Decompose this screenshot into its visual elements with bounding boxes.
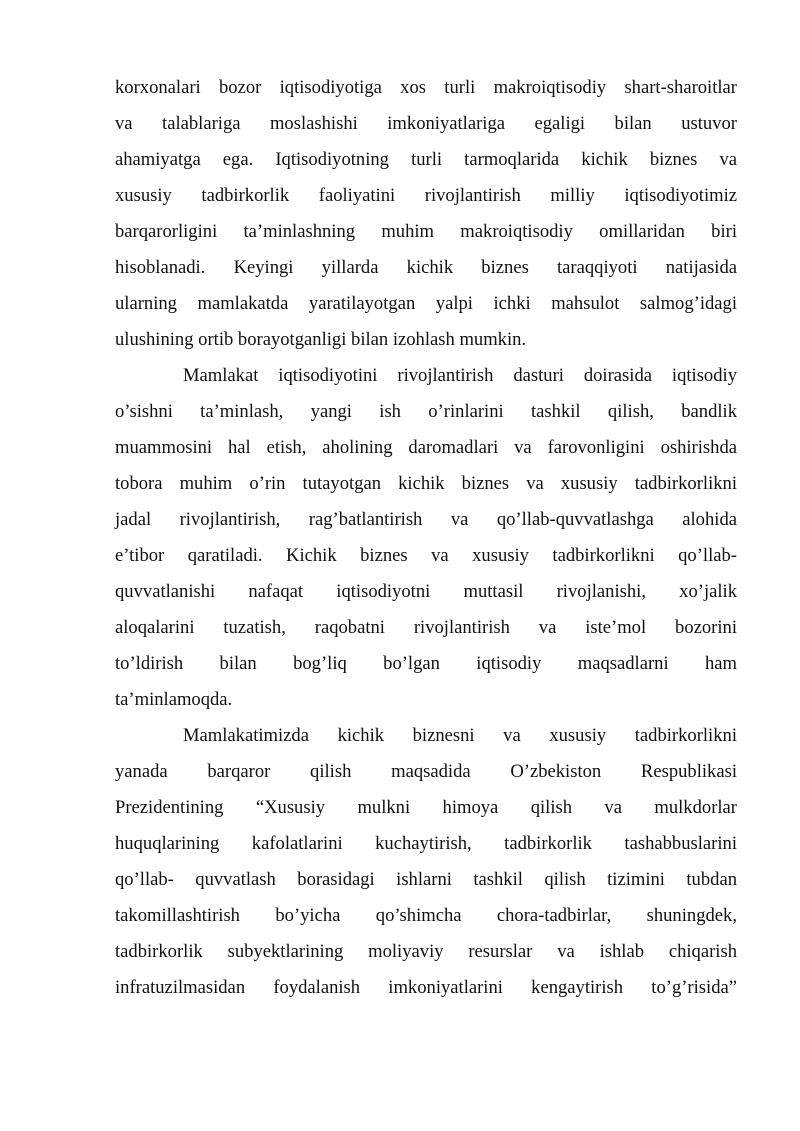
text-line: quvvatlanishi nafaqat iqtisodiyotni muttasil rivojlanishi, xo’jalik <box>115 581 737 602</box>
paragraph-1 <box>115 70 737 358</box>
text-line: ulushining ortib borayotganligi bilan izohlash mumkin. <box>115 329 527 350</box>
text-line: ahamiyatga ega. Iqtisodiyotning turli tarmoqlarida kichik biznes va <box>115 149 737 170</box>
text-line: muammosini hal etish, aholining daromadlari va farovonligini oshirishda <box>115 437 737 458</box>
text-line: qo’llab- quvvatlash borasidagi ishlarni tashkil qilish tizimini tubdan <box>115 869 737 890</box>
text-line: Mamlakatimizda kichik biznesni va xususiy tadbirkorlikni <box>183 725 737 746</box>
text-line: aloqalarini tuzatish, raqobatni rivojlantirish va iste’mol bozorini <box>115 617 737 638</box>
text-line: huquqlarining kafolatlarini kuchaytirish, tadbirkorlik tashabbuslarini <box>115 833 737 854</box>
text-line: o’sishni ta’minlash, yangi ish o’rinlarini tashkil qilish, bandlik <box>115 401 737 422</box>
text-line: yanada barqaror qilish maqsadida O’zbekiston Respublikasi <box>115 761 737 782</box>
document-page <box>115 70 737 1006</box>
text-line: Prezidentining “Xususiy mulkni himoya qilish va mulkdorlar <box>115 797 737 818</box>
text-line: tadbirkorlik subyektlarining moliyaviy resurslar va ishlab chiqarish <box>115 941 737 962</box>
text-line: jadal rivojlantirish, rag’batlantirish va qo’llab-quvvatlashga alohida <box>115 509 737 530</box>
text-line: infratuzilmasidan foydalanish imkoniyatlarini kengaytirish to’g’risida” <box>115 977 737 998</box>
text-line: ta’minlamoqda. <box>115 689 233 710</box>
text-line: to’ldirish bilan bog’liq bo’lgan iqtisodiy maqsadlarni ham <box>115 653 737 674</box>
paragraph-3 <box>115 718 737 1006</box>
text-line: barqarorligini ta’minlashning muhim makroiqtisodiy omillaridan biri <box>115 221 737 242</box>
paragraph-2 <box>115 358 737 718</box>
text-line: ularning mamlakatda yaratilayotgan yalpi ichki mahsulot salmog’idagi <box>115 293 737 314</box>
text-line: xususiy tadbirkorlik faoliyatini rivojlantirish milliy iqtisodiyotimiz <box>115 185 737 206</box>
text-line: va talablariga moslashishi imkoniyatlariga egaligi bilan ustuvor <box>115 113 737 134</box>
text-line: e’tibor qaratiladi. Kichik biznes va xususiy tadbirkorlikni qo’llab- <box>115 545 737 566</box>
text-line: takomillashtirish bo’yicha qo’shimcha chora-tadbirlar, shuningdek, <box>115 905 737 926</box>
text-line: tobora muhim o’rin tutayotgan kichik biznes va xususiy tadbirkorlikni <box>115 473 737 494</box>
text-line: hisoblanadi. Keyingi yillarda kichik biznes taraqqiyoti natijasida <box>115 257 737 278</box>
text-line: Mamlakat iqtisodiyotini rivojlantirish dasturi doirasida iqtisodiy <box>183 365 737 386</box>
text-line: korxonalari bozor iqtisodiyotiga xos turli makroiqtisodiy shart-sharoitlar <box>115 77 737 98</box>
